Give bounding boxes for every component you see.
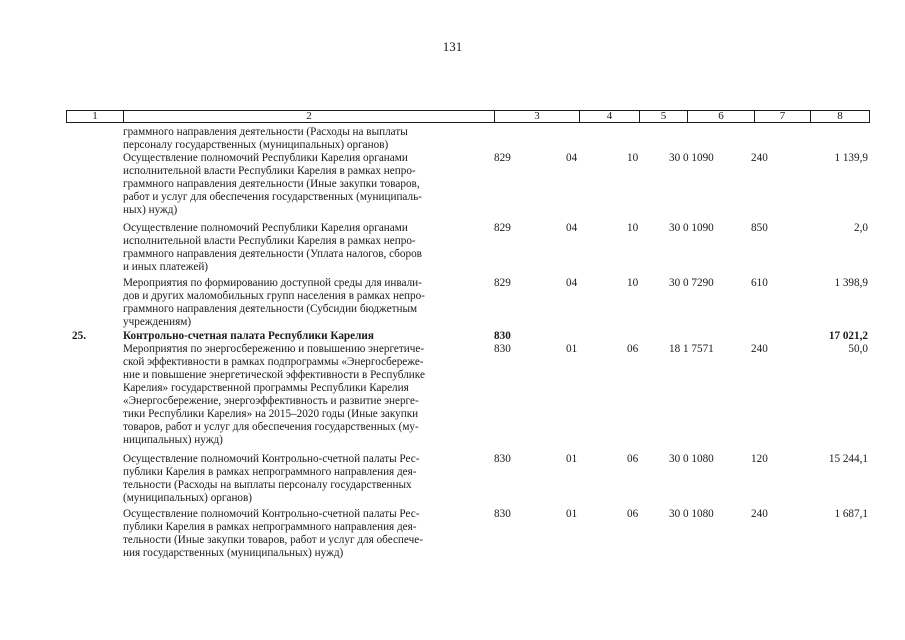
row-description-line: Осуществление полномочий Контрольно-счетной палаты Рес- [123,508,420,520]
row-cell-c5: 06 [627,508,639,520]
row-cell-c4: 04 [566,152,578,164]
page-number: 131 [442,39,463,54]
row-cell-c6: 30 0 1090 [669,222,714,234]
row-description-line: Мероприятия по формированию доступной среды для инвали- [123,277,422,289]
row-cell-c6: 18 1 7571 [669,343,714,355]
row-description-line: тельности (Расходы на выплаты персоналу государственных [123,479,412,491]
row-cell-c8: 50,0 [848,343,868,355]
header-col-2: 2 [123,111,494,122]
row-cell-c5: 06 [627,453,639,465]
row-description-line: товаров, работ и услуг для обеспечения государственных (му- [123,421,419,433]
row-description-line: граммного направления деятельности (Иные закупки товаров, [123,178,420,190]
row-cell-c3: 829 [494,222,511,234]
row-description-line: граммного направления деятельности (Расходы на выплаты [123,126,408,138]
row-cell-c5: 10 [627,222,639,234]
row-description-line: граммного направления деятельности (Субсидии бюджетным [123,303,418,315]
row-cell-c3: 830 [494,343,511,355]
row-description-line: граммного направления деятельности (Уплата налогов, сборов [123,248,422,260]
row-description-line: Контрольно-счетная палата Республики Карелия [123,330,374,342]
row-cell-c4: 01 [566,453,578,465]
row-cell-c8: 1 687,1 [834,508,868,520]
row-description-line: Карелия» государственной программы Республики Карелия [123,382,409,394]
row-cell-c4: 04 [566,222,578,234]
header-col-7: 7 [754,111,810,122]
row-cell-c8: 1 398,9 [834,277,868,289]
row-description-line: ния государственных (муниципальных) нужд) [123,547,344,559]
row-cell-c6: 30 0 7290 [669,277,714,289]
row-cell-c7: 850 [751,222,768,234]
row-cell-c3: 830 [494,330,511,342]
row-description-line: Осуществление полномочий Контрольно-счетной палаты Рес- [123,453,420,465]
row-description-line: ных) нужд) [123,204,178,216]
row-cell-c3: 829 [494,152,511,164]
row-description-line: публики Карелия в рамках непрограммного направления дея- [123,466,417,478]
row-cell-c3: 830 [494,453,511,465]
row-cell-c4: 01 [566,508,578,520]
row-description-line: «Энергосбережение, энергоэффективность и развитие энерге- [123,395,419,407]
header-col-8: 8 [810,111,869,122]
row-cell-c8: 1 139,9 [834,152,868,164]
row-description-line: Мероприятия по энергосбережению и повышению энергетиче- [123,343,425,355]
row-cell-c8: 17 021,2 [828,330,868,342]
header-col-3: 3 [494,111,579,122]
row-description-line: тельности (Иные закупки товаров, работ и услуг для обеспече- [123,534,423,546]
row-description-line: учреждениям) [123,316,192,328]
row-description-line: дов и других маломобильных групп населения в рамках непро- [123,290,425,302]
row-description-line: ской эффективности в рамках подпрограммы «Энергосбереже- [123,356,424,368]
row-number: 25. [72,330,86,342]
row-description-line: работ и услуг для обеспечения государственных (муниципаль- [123,191,422,203]
row-cell-c7: 610 [751,277,768,289]
table-header [66,110,870,123]
row-cell-c5: 06 [627,343,639,355]
row-cell-c5: 10 [627,152,639,164]
row-description-line: ниципальных) нужд) [123,434,223,446]
row-description-line: исполнительной власти Республики Карелия в рамках непро- [123,235,416,247]
row-cell-c7: 240 [751,508,768,520]
row-cell-c3: 830 [494,508,511,520]
row-description-line: Осуществление полномочий Республики Карелия органами [123,152,408,164]
row-cell-c7: 120 [751,453,768,465]
header-col-1: 1 [92,110,98,122]
header-col-5: 5 [639,111,687,122]
header-col-6: 6 [687,111,754,122]
row-cell-c6: 30 0 1080 [669,453,714,465]
row-description-line: и иных платежей) [123,261,209,273]
row-cell-c7: 240 [751,152,768,164]
row-description-line: исполнительной власти Республики Карелия в рамках непро- [123,165,416,177]
row-cell-c5: 10 [627,277,639,289]
row-description-line: персоналу государственных (муниципальных) органов) [123,139,389,151]
header-col-4: 4 [579,111,639,122]
row-cell-c4: 01 [566,343,578,355]
row-cell-c8: 2,0 [854,222,868,234]
row-cell-c3: 829 [494,277,511,289]
row-description-line: Осуществление полномочий Республики Карелия органами [123,222,408,234]
row-cell-c6: 30 0 1090 [669,152,714,164]
row-description-line: публики Карелия в рамках непрограммного направления дея- [123,521,417,533]
row-cell-c8: 15 244,1 [828,453,868,465]
row-description-line: ние и повышение энергетической эффективности в Республике [123,369,425,381]
row-cell-c6: 30 0 1080 [669,508,714,520]
row-cell-c4: 04 [566,277,578,289]
row-description-line: тики Республики Карелия» на 2015–2020 годы (Иные закупки [123,408,419,420]
row-cell-c7: 240 [751,343,768,355]
row-description-line: (муниципальных) органов) [123,492,253,504]
